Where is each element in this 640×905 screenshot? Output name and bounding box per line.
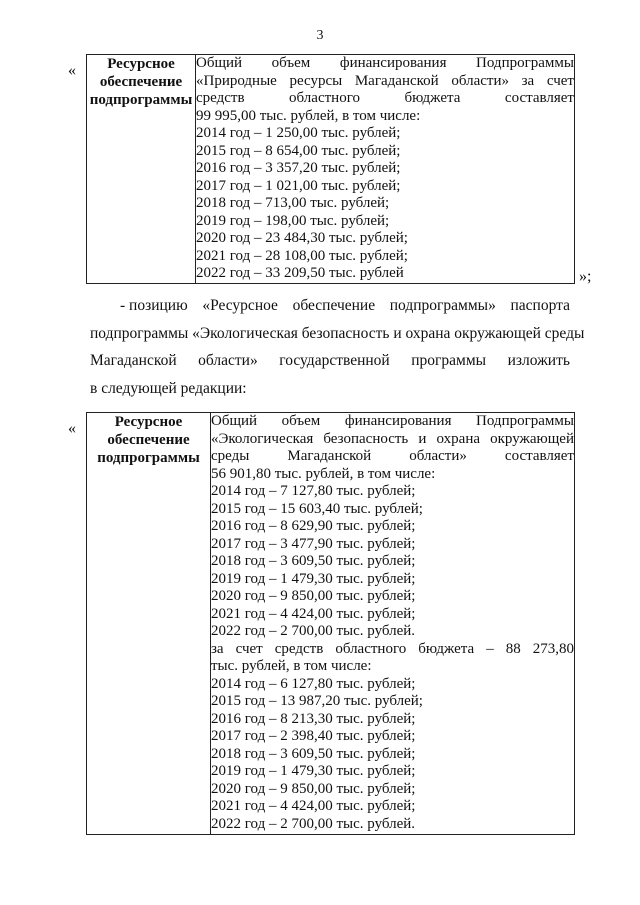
word: средств (274, 640, 324, 657)
funding-line: 2021 год – 4 424,00 тыс. рублей; (211, 798, 416, 814)
paragraph-line-1 (90, 292, 570, 320)
word: государственной (279, 352, 390, 369)
intro-line (196, 90, 574, 108)
word: Магаданской (354, 72, 439, 89)
word: подпрограммы» (389, 297, 496, 314)
word: Магаданской (90, 352, 177, 369)
word: области» (451, 72, 509, 89)
word: составляет (504, 90, 574, 106)
paragraph-line-3 (90, 347, 570, 375)
resource-table-2 (86, 412, 575, 835)
word: финансирования (344, 413, 452, 429)
word: паспорта (510, 297, 570, 314)
funding-line: 2015 год – 15 603,40 тыс. рублей; (211, 500, 423, 517)
word: и (418, 430, 427, 447)
table2-content-cell (211, 413, 575, 835)
table1-label-line: Ресурсное (107, 56, 175, 72)
word: 88 (505, 640, 521, 657)
table2-total-year-list (211, 466, 574, 641)
resource-table-1 (86, 54, 575, 284)
funding-line: 2022 год – 2 700,00 тыс. рублей. (211, 815, 416, 832)
word: Общий (196, 55, 243, 71)
funding-line: 2015 год – 8 654,00 тыс. рублей; (196, 142, 401, 159)
funding-line: 2020 год – 23 484,30 тыс. рублей; (196, 230, 408, 246)
word: обеспечение (292, 297, 376, 314)
word: бюджета (404, 90, 461, 106)
word: области» (409, 448, 467, 464)
word: финансирования (339, 55, 447, 71)
table1-intro (196, 55, 574, 108)
intro-line (211, 431, 574, 449)
word: Магаданской (287, 448, 372, 464)
funding-line: 2021 год – 28 108,00 тыс. рублей; (196, 247, 408, 264)
word: – (486, 640, 494, 657)
intro-line (196, 55, 574, 73)
word: составляет (504, 448, 574, 464)
word: «Природные (196, 72, 277, 89)
opening-quote-2: « (68, 420, 76, 437)
funding-line: 2022 год – 2 700,00 тыс. рублей. (211, 623, 416, 639)
table2-label-cell (87, 413, 211, 835)
paragraph-line-4: в следующей редакции: (90, 379, 247, 397)
word: Общий (211, 413, 258, 429)
table1-content-cell (196, 55, 575, 284)
instruction-paragraph (90, 292, 585, 402)
funding-line: 2018 год – 3 609,50 тыс. рублей; (211, 745, 416, 762)
word: счет (546, 72, 574, 89)
funding-line: 2014 год – 6 127,80 тыс. рублей; (211, 675, 416, 692)
word: за (211, 640, 224, 657)
word: Подпрограммы (476, 55, 574, 71)
funding-line: 2018 год – 713,00 тыс. рублей; (196, 195, 390, 211)
intro-line (196, 73, 574, 91)
table2-label-line: подпрограммы (97, 450, 200, 466)
word: областного (335, 640, 407, 657)
intro-line (211, 413, 574, 431)
table2-intro (211, 413, 574, 466)
funding-line: 2017 год – 1 021,00 тыс. рублей; (196, 177, 401, 194)
word: области» (198, 352, 258, 369)
table2-label-line: Ресурсное (114, 414, 183, 430)
funding-line: 2019 год – 1 479,30 тыс. рублей; (211, 570, 416, 587)
funding-line: 99 995,00 тыс. рублей, в том числе: (196, 107, 421, 124)
funding-line: 2019 год – 1 479,30 тыс. рублей; (211, 763, 416, 779)
funding-line: 2017 год – 2 398,40 тыс. рублей; (211, 728, 416, 744)
paragraph-line-2: подпрограммы «Экологическая безопасность и охрана окружающей среды (90, 324, 585, 342)
page-number: 3 (316, 28, 324, 43)
table1-label-line: обеспечение (99, 74, 183, 90)
word: средств (196, 90, 245, 106)
funding-line: 2022 год – 33 209,50 тыс. рублей (196, 265, 404, 281)
word: программы (411, 352, 487, 369)
table1-label-cell (87, 55, 196, 284)
funding-line: 2016 год – 8 629,90 тыс. рублей; (211, 518, 416, 534)
funding-line: 2020 год – 9 850,00 тыс. рублей; (211, 780, 416, 797)
word: безопасность (323, 430, 409, 447)
funding-line: 2015 год – 13 987,20 тыс. рублей; (211, 693, 423, 709)
word: объем (281, 413, 321, 429)
word: областного (289, 90, 360, 106)
word: «Ресурсное (202, 297, 278, 314)
opening-quote-1: « (68, 62, 76, 79)
table2-budget-line (211, 641, 574, 659)
word: за (521, 72, 535, 89)
closing-quote: »; (579, 268, 592, 285)
word: среды (211, 448, 250, 464)
word: объем (271, 55, 311, 71)
funding-line: 2014 год – 1 250,00 тыс. рублей; (196, 125, 401, 141)
word: изложить (507, 352, 570, 369)
word: Подпрограммы (476, 413, 574, 429)
word: 273,80 (532, 640, 574, 657)
intro-line (211, 448, 574, 466)
table1-label-line: подпрограммы (89, 92, 193, 108)
word: «Экологическая (211, 430, 314, 447)
table1-year-list (196, 108, 574, 283)
funding-line: 2016 год – 8 213,30 тыс. рублей; (211, 710, 416, 727)
word: - позицию (120, 297, 188, 314)
word: охрана (436, 430, 481, 447)
funding-line: 2018 год – 3 609,50 тыс. рублей; (211, 553, 416, 569)
table2-label-line: обеспечение (107, 432, 190, 448)
funding-line: тыс. рублей, в том числе: (211, 658, 372, 674)
word: ресурсы (289, 72, 343, 89)
funding-line: 2019 год – 198,00 тыс. рублей; (196, 212, 390, 229)
word: счет (235, 640, 263, 657)
funding-line: 56 901,80 тыс. рублей, в том числе: (211, 465, 436, 482)
funding-line: 2014 год – 7 127,80 тыс. рублей; (211, 483, 416, 499)
funding-line: 2021 год – 4 424,00 тыс. рублей; (211, 605, 416, 622)
table2-budget-year-list (211, 658, 574, 833)
word: бюджета (418, 640, 475, 657)
funding-line: 2020 год – 9 850,00 тыс. рублей; (211, 588, 416, 604)
word: окружающей (490, 430, 574, 447)
funding-line: 2016 год – 3 357,20 тыс. рублей; (196, 160, 401, 176)
funding-line: 2017 год – 3 477,90 тыс. рублей; (211, 535, 416, 552)
